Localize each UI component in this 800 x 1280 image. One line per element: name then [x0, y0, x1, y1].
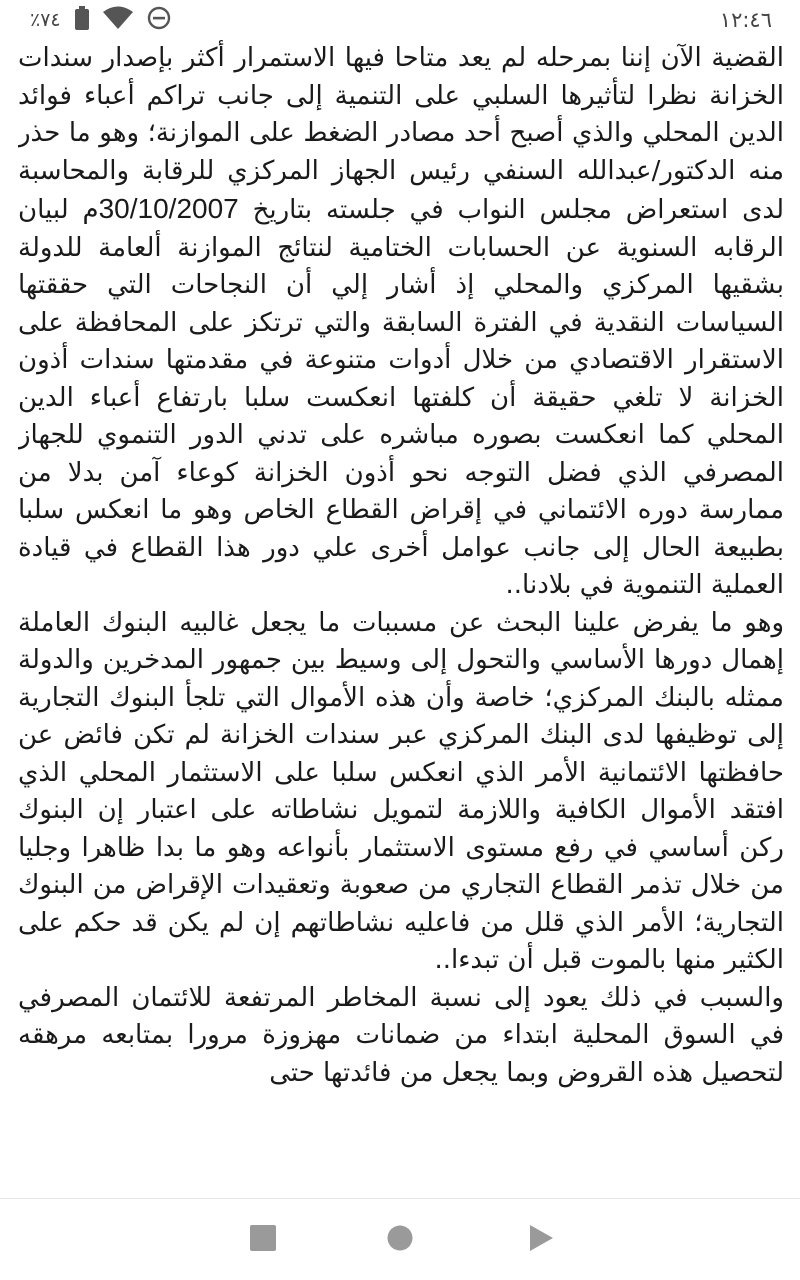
- dnd-icon: [147, 6, 171, 34]
- status-icons: [30, 6, 171, 34]
- navigation-bar: [0, 1198, 800, 1280]
- battery-percent: ٧٤٪: [30, 9, 61, 31]
- square-icon: [249, 1224, 277, 1252]
- paragraph-text: م لبيان الرقابه السنوية عن الحسابات الختامية لنتائج الموازنة ألعامة للدولة بشقيها المركزي والمحلي إذ أشار إلي أن النجاحات التي حققتها السياسات النقدية في الفترة السابقة والتي ترتكز على المحافظة على الاستقرار الاقتصادي من خلال أدوات متنوعة في مقدمتها سندات أذون الخزانة لا تلغي حقيقة أن كلفتها انعكست سلبا بارتفاع أعباء الدين المحلي كما انعكست بصوره مباشره على تدني الدور التنموي للجهاز المصرفي الذي فضل التوجه نحو أذون الخزانة كوعاء آمن بدلا من ممارسة دوره الائتماني في إقراض القطاع الخاص وهو ما انعكس سلبا بطبيعة الحال إلى جانب عوامل أخرى علي دور هذا القطاع في قيادة العملية التنموية في بلادنا..: [18, 195, 784, 600]
- recents-button[interactable]: [248, 1223, 278, 1253]
- article-body: [18, 40, 784, 1190]
- date-text: 30/10/2007: [98, 193, 239, 224]
- home-button[interactable]: [385, 1223, 415, 1253]
- article-paragraph: [18, 40, 784, 605]
- wifi-icon: [103, 6, 133, 34]
- battery-icon: [75, 6, 89, 34]
- circle-icon: [386, 1224, 414, 1252]
- status-bar: [0, 0, 800, 40]
- article-paragraph: وهو ما يفرض علينا البحث عن مسببات ما يجعل غالبيه البنوك العاملة إهمال دورها الأساسي والتحول إلى وسيط بين جمهور المدخرين والدولة ممثله بالبنك المركزي؛ خاصة وأن هذه الأموال التي تلجأ البنوك التجارية إلى توظيفها لدى البنك المركزي عبر سندات الخزانة لم تكن فائض عن حافظتها الائتمانية الأمر الذي انعكس سلبا على الاستثمار المحلي الذي افتقد الأموال الكافية واللازمة لتمويل نشاطاته على اعتبار إن البنوك ركن أساسي في رفع مستوى الاستثمار بأنواعه وهو ما بدا ظاهرا وجليا من خلال تذمر القطاع التجاري من صعوبة وتعقيدات الإقراض من البنوك التجارية؛ الأمر الذي قلل من فاعليه نشاطاتهم إن لم يكن قد حكم على الكثير منها بالموت قبل أن تبدءا..: [18, 607, 784, 975]
- triangle-play-icon: [527, 1223, 555, 1253]
- article-paragraph: والسبب في ذلك يعود إلى نسبة المخاطر المرتفعة للائتمان المصرفي في السوق المحلية ابتداء من ضمانات مهزوزة مرورا بمتابعه مرهقه لتحصيل هذه القروض وبما يجعل من فائدتها حتى: [18, 982, 784, 1088]
- status-time: ١٢:٤٦: [719, 8, 772, 32]
- back-button[interactable]: [526, 1223, 556, 1253]
- paragraph-text: القضية الآن إننا بمرحله لم يعد متاحا فيها الاستمرار أكثر بإصدار سندات الخزانة نظرا لتأثيرها السلبي على التنمية إلى جانب تراكم أعباء فوائد الدين المحلي والذي أصبح أحد مصادر الضغط على الموازنة؛ وهو ما حذر منه الدكتور/عبدالله السنفي رئيس الجهاز المركزي للرقابة والمحاسبة لدى استعراض مجلس النواب في جلسته بتاريخ: [18, 43, 784, 225]
